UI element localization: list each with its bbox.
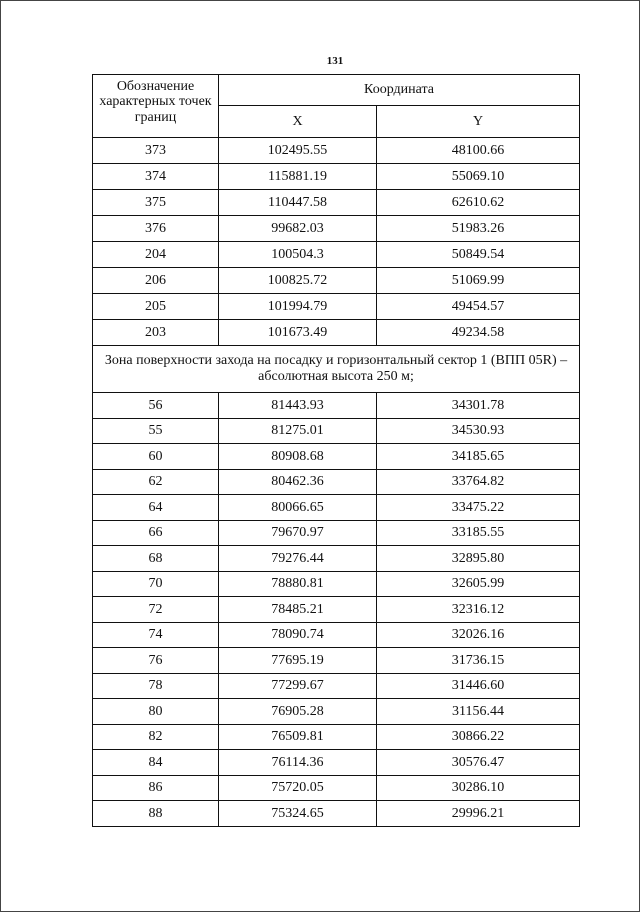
table-row bbox=[93, 216, 580, 242]
x-cell: 100504.3 bbox=[219, 242, 377, 268]
table-row bbox=[93, 724, 580, 750]
y-cell: 55069.10 bbox=[377, 164, 580, 190]
point-cell: 72 bbox=[93, 597, 219, 623]
table-row bbox=[93, 546, 580, 572]
table-row bbox=[93, 750, 580, 776]
table-row bbox=[93, 571, 580, 597]
table-row bbox=[93, 138, 580, 164]
point-cell: 205 bbox=[93, 294, 219, 320]
y-cell: 29996.21 bbox=[377, 801, 580, 827]
y-header: Y bbox=[377, 106, 580, 138]
table-row bbox=[93, 495, 580, 521]
y-cell: 51983.26 bbox=[377, 216, 580, 242]
y-cell: 32605.99 bbox=[377, 571, 580, 597]
point-cell: 56 bbox=[93, 393, 219, 419]
table-row bbox=[93, 520, 580, 546]
point-cell: 64 bbox=[93, 495, 219, 521]
x-cell: 76114.36 bbox=[219, 750, 377, 776]
table-row bbox=[93, 268, 580, 294]
table-row bbox=[93, 801, 580, 827]
y-cell: 32316.12 bbox=[377, 597, 580, 623]
y-cell: 32026.16 bbox=[377, 622, 580, 648]
point-cell: 203 bbox=[93, 320, 219, 346]
y-cell: 49234.58 bbox=[377, 320, 580, 346]
page-number: 131 bbox=[326, 55, 344, 67]
point-cell: 84 bbox=[93, 750, 219, 776]
x-cell: 99682.03 bbox=[219, 216, 377, 242]
point-cell: 76 bbox=[93, 648, 219, 674]
y-cell: 32895.80 bbox=[377, 546, 580, 572]
point-cell: 68 bbox=[93, 546, 219, 572]
x-cell: 75720.05 bbox=[219, 775, 377, 801]
y-cell: 31446.60 bbox=[377, 673, 580, 699]
coordinate-header: Координата bbox=[219, 75, 580, 106]
point-cell: 86 bbox=[93, 775, 219, 801]
boundary-points-header: Обозначение характерных точек границ bbox=[93, 75, 219, 138]
x-cell: 75324.65 bbox=[219, 801, 377, 827]
x-cell: 78880.81 bbox=[219, 571, 377, 597]
y-cell: 33764.82 bbox=[377, 469, 580, 495]
point-cell: 62 bbox=[93, 469, 219, 495]
point-cell: 78 bbox=[93, 673, 219, 699]
point-cell: 375 bbox=[93, 190, 219, 216]
y-cell: 31736.15 bbox=[377, 648, 580, 674]
coordinates-table bbox=[92, 74, 580, 827]
x-cell: 78090.74 bbox=[219, 622, 377, 648]
table-row bbox=[93, 597, 580, 623]
y-cell: 51069.99 bbox=[377, 268, 580, 294]
x-cell: 76509.81 bbox=[219, 724, 377, 750]
x-cell: 76905.28 bbox=[219, 699, 377, 725]
point-cell: 373 bbox=[93, 138, 219, 164]
point-cell: 88 bbox=[93, 801, 219, 827]
table-row bbox=[93, 469, 580, 495]
y-cell: 31156.44 bbox=[377, 699, 580, 725]
x-cell: 101673.49 bbox=[219, 320, 377, 346]
y-cell: 33475.22 bbox=[377, 495, 580, 521]
table-row bbox=[93, 444, 580, 470]
point-cell: 206 bbox=[93, 268, 219, 294]
x-cell: 100825.72 bbox=[219, 268, 377, 294]
table-row bbox=[93, 190, 580, 216]
point-cell: 80 bbox=[93, 699, 219, 725]
y-cell: 34530.93 bbox=[377, 418, 580, 444]
x-cell: 115881.19 bbox=[219, 164, 377, 190]
y-cell: 62610.62 bbox=[377, 190, 580, 216]
table-row bbox=[93, 648, 580, 674]
table-row bbox=[93, 320, 580, 346]
table-row bbox=[93, 775, 580, 801]
x-cell: 80066.65 bbox=[219, 495, 377, 521]
y-cell: 34301.78 bbox=[377, 393, 580, 419]
y-cell: 34185.65 bbox=[377, 444, 580, 470]
x-cell: 81443.93 bbox=[219, 393, 377, 419]
table-row bbox=[93, 418, 580, 444]
table-row bbox=[93, 294, 580, 320]
point-cell: 55 bbox=[93, 418, 219, 444]
table-row bbox=[93, 393, 580, 419]
y-cell: 30286.10 bbox=[377, 775, 580, 801]
y-cell: 33185.55 bbox=[377, 520, 580, 546]
y-cell: 48100.66 bbox=[377, 138, 580, 164]
header-row bbox=[93, 75, 580, 106]
zone-title: Зона поверхности захода на посадку и горизонтальный сектор 1 (ВПП 05R) – абсолютная высота 250 м; bbox=[93, 346, 580, 393]
x-cell: 80462.36 bbox=[219, 469, 377, 495]
zone-title-row bbox=[93, 346, 580, 393]
x-cell: 101994.79 bbox=[219, 294, 377, 320]
point-cell: 66 bbox=[93, 520, 219, 546]
table-row bbox=[93, 673, 580, 699]
table-row bbox=[93, 622, 580, 648]
x-cell: 78485.21 bbox=[219, 597, 377, 623]
table-row bbox=[93, 242, 580, 268]
point-cell: 70 bbox=[93, 571, 219, 597]
x-cell: 81275.01 bbox=[219, 418, 377, 444]
y-cell: 50849.54 bbox=[377, 242, 580, 268]
x-cell: 77695.19 bbox=[219, 648, 377, 674]
y-cell: 49454.57 bbox=[377, 294, 580, 320]
x-cell: 79670.97 bbox=[219, 520, 377, 546]
point-cell: 204 bbox=[93, 242, 219, 268]
x-cell: 77299.67 bbox=[219, 673, 377, 699]
x-cell: 79276.44 bbox=[219, 546, 377, 572]
x-cell: 110447.58 bbox=[219, 190, 377, 216]
point-cell: 374 bbox=[93, 164, 219, 190]
point-cell: 74 bbox=[93, 622, 219, 648]
x-header: X bbox=[219, 106, 377, 138]
point-cell: 60 bbox=[93, 444, 219, 470]
x-cell: 80908.68 bbox=[219, 444, 377, 470]
y-cell: 30866.22 bbox=[377, 724, 580, 750]
y-cell: 30576.47 bbox=[377, 750, 580, 776]
x-cell: 102495.55 bbox=[219, 138, 377, 164]
table-row bbox=[93, 164, 580, 190]
point-cell: 376 bbox=[93, 216, 219, 242]
table-row bbox=[93, 699, 580, 725]
point-cell: 82 bbox=[93, 724, 219, 750]
